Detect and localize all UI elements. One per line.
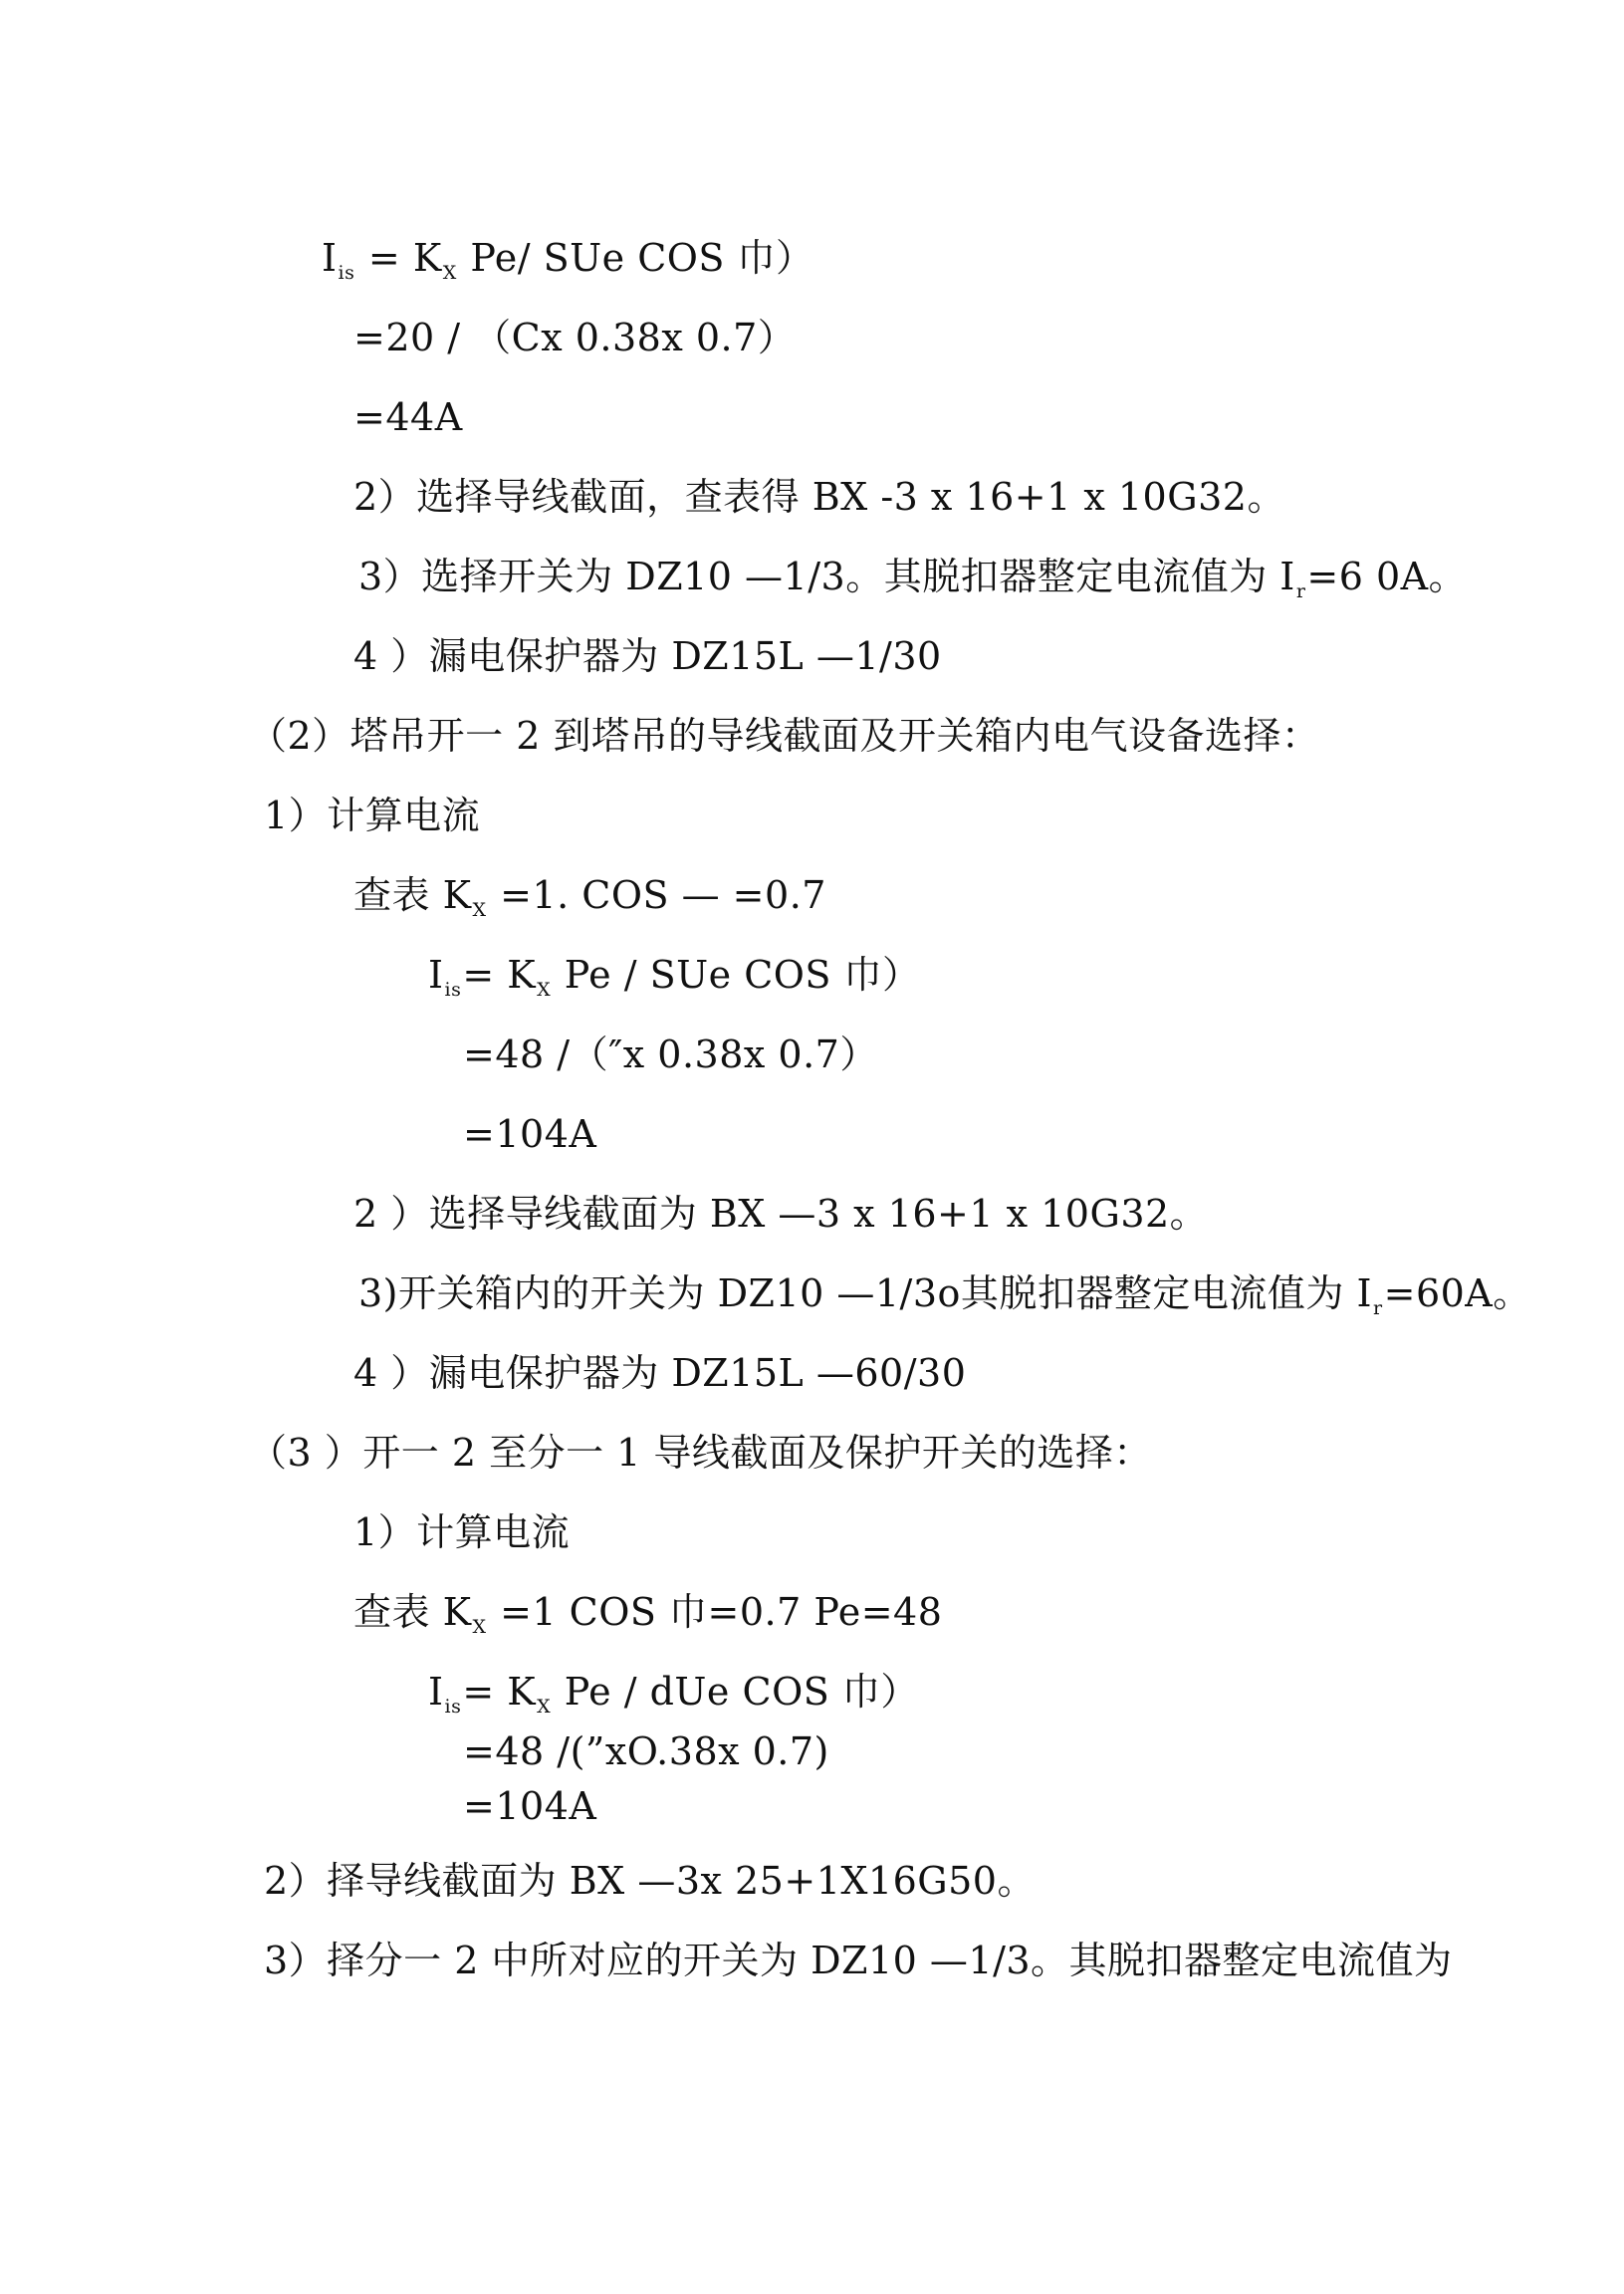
text-line: 2）选择导线截面，查表得 BX -3 x 16+1 x 10G32。 [353, 475, 1285, 519]
formula-result: =104A [463, 1112, 597, 1156]
formula-line: =48 /(”xO.38x 0.7) [463, 1729, 829, 1773]
formula-line: $I_{is}= K_X$ Pe / SUe COS 巾） [428, 953, 921, 1001]
formula-line: 查表 $K_X =1$ COS 巾=0.7 Pe=48 [353, 1590, 943, 1638]
text-line: 3)开关箱内的开关为 DZ10 —1/3o其脱扣器整定电流值为 $I_r=60A$。 [358, 1271, 1531, 1319]
subsection-heading: 1）计算电流 [264, 794, 481, 837]
text-line: 4 ）漏电保护器为 DZ15L —60/30 [353, 1351, 967, 1395]
formula-line: 查表 $K_X =1$. COS — =0.7 [353, 873, 826, 921]
text-line: 2）择导线截面为 BX —3x 25+1X16G50。 [264, 1859, 1036, 1903]
formula-line: =48 /（″x 0.38x 0.7） [463, 1032, 878, 1076]
subsection-heading: 1）计算电流 [353, 1510, 571, 1554]
formula-result: =44A [353, 395, 463, 439]
formula-line: $I_{is}= K_X$ Pe / dUe COS 巾） [428, 1670, 919, 1718]
text-line: 3）择分一 2 中所对应的开关为 DZ10 —1/3。其脱扣器整定电流值为 [264, 1939, 1453, 1982]
text-line: 2 ）选择导线截面为 BX —3 x 16+1 x 10G32。 [353, 1192, 1209, 1236]
section-heading: （2）塔吊开一 2 到塔吊的导线截面及开关箱内电气设备选择： [249, 714, 1320, 758]
section-heading: （3 ）开一 2 至分一 1 导线截面及保护开关的选择： [249, 1431, 1152, 1475]
formula-line: $I_{is} = K_X$ Pe/ SUe COS 巾） [322, 236, 814, 284]
formula-result: =104A [463, 1784, 597, 1828]
text-line: 3）选择开关为 DZ10 —1/3。其脱扣器整定电流值为 $I_r=6$ 0A。 [358, 555, 1468, 602]
text-line: 4 ）漏电保护器为 DZ15L —1/30 [353, 634, 942, 678]
formula-line: =20 / （Cx 0.38x 0.7） [353, 316, 797, 359]
